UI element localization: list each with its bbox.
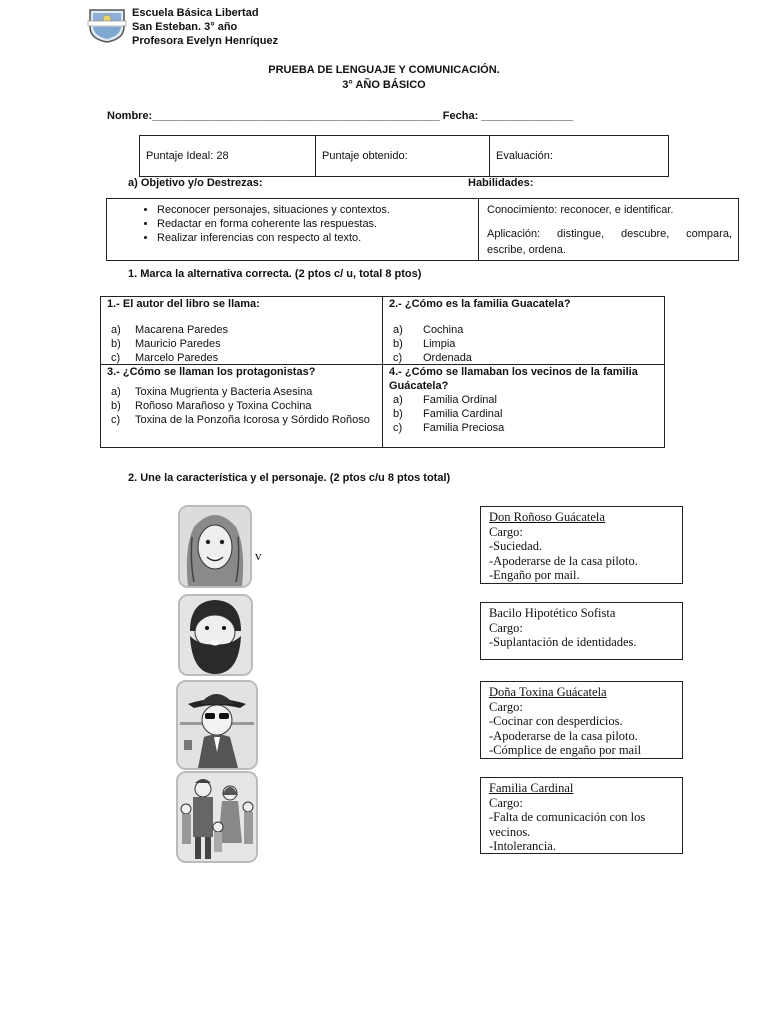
question-text: 3.- ¿Cómo se llaman los protagonistas? [107, 366, 316, 378]
objective-item: • Redactar en forma coherente las respuestas. [157, 217, 390, 231]
cargo-label: Cargo: [489, 795, 523, 810]
objective-item: • Reconocer personajes, situaciones y contextos. [157, 203, 390, 217]
school-info [132, 6, 278, 48]
score-obtained: Puntaje obtenido: [316, 136, 490, 176]
option[interactable]: c) Marcelo Paredes [111, 352, 219, 364]
cargo-line: -Cocinar con desperdicios. [489, 714, 623, 728]
option[interactable]: a) Toxina Mugrienta y Bacteria Asesina [111, 386, 313, 398]
option[interactable]: a) Cochina [393, 324, 464, 336]
school-crest-icon [87, 7, 127, 43]
character-card-1[interactable] [480, 506, 683, 584]
cargo-line: -Falta de comunicación con los vecinos. [489, 810, 646, 839]
cargo-label: Cargo: [489, 699, 523, 714]
portrait-bearded-man[interactable] [178, 594, 253, 676]
cargo-line: -Suciedad. [489, 539, 543, 553]
option[interactable]: c) Ordenada [393, 352, 472, 364]
portrait-woman[interactable] [178, 505, 252, 588]
question-text: 1.- El autor del libro se llama: [107, 298, 260, 310]
cargo-line: -Suplantación de identidades. [489, 635, 637, 649]
objectives-divider [478, 199, 479, 260]
cargo-line: -Apoderarse de la casa piloto. [489, 728, 638, 743]
woman-portrait-icon [180, 507, 250, 586]
option[interactable]: b) Familia Cardinal [393, 408, 503, 420]
grid-divider [382, 297, 383, 447]
question-2 [389, 297, 659, 365]
question-1 [107, 297, 377, 365]
family-portrait-icon [178, 773, 256, 861]
questions-grid [100, 296, 665, 448]
portrait-family[interactable] [176, 771, 258, 863]
stray-mark: v [255, 548, 262, 563]
section-1-heading: 1. Marca la alternativa correcta. (2 ptos c/ u, total 8 ptos) [128, 268, 422, 280]
question-text: 2.- ¿Cómo es la familia Guacatela? [389, 298, 571, 310]
option[interactable]: a) Macarena Paredes [111, 324, 228, 336]
character-name: Familia Cardinal [489, 781, 574, 795]
option[interactable]: b) Roñoso Marañoso y Toxina Cochina [111, 400, 312, 412]
teacher-name: Profesora Evelyn Henríquez [132, 35, 279, 47]
option[interactable]: a) Familia Ordinal [393, 394, 497, 406]
character-card-3[interactable] [480, 681, 683, 759]
character-card-2[interactable] [480, 602, 683, 660]
option[interactable]: b) Limpia [393, 338, 456, 350]
character-name: Doña Toxina Guácatela [489, 685, 607, 699]
objectives-heading: a) Objetivo y/o Destrezas: [128, 177, 263, 189]
cargo-label: Cargo: [489, 620, 523, 635]
cargo-label: Cargo: [489, 524, 523, 539]
knowledge-text: Conocimiento: reconocer, e identificar. [487, 204, 674, 216]
cargo-line: -Engaño por mail. [489, 568, 580, 582]
question-3 [107, 365, 377, 427]
score-ideal: Puntaje Ideal: 28 [140, 136, 316, 176]
school-name: Escuela Básica Libertad [132, 7, 259, 19]
character-name: Don Roñoso Guácatela [489, 510, 605, 524]
score-evaluation: Evaluación: [496, 150, 553, 162]
objectives-box [106, 198, 739, 261]
objectives-list [137, 203, 390, 245]
man-with-hat-portrait-icon [178, 682, 256, 768]
cargo-line: -Cómplice de engaño por mail [489, 743, 642, 757]
objective-item: • Realizar inferencias con respecto al texto. [157, 231, 390, 245]
skills-heading: Habilidades: [468, 177, 534, 189]
school-location: San Esteban. 3° año [132, 21, 238, 33]
question-4 [389, 365, 651, 435]
title-line-1: PRUEBA DE LENGUAJE Y COMUNICACIÓN. [268, 64, 500, 76]
option[interactable]: c) Familia Preciosa [393, 422, 505, 434]
character-name: Bacilo Hipotético Sofista [489, 606, 616, 620]
option[interactable]: b) Mauricio Paredes [111, 338, 221, 350]
cargo-line: -Intolerancia. [489, 839, 556, 853]
name-date-line: Nombre:_______________________________________________ Fecha: _______________ [107, 110, 574, 122]
cargo-line: -Apoderarse de la casa piloto. [489, 553, 638, 568]
title-line-2: 3° AÑO BÁSICO [342, 79, 426, 91]
skills-text [487, 203, 732, 258]
score-box [139, 135, 669, 177]
portrait-man-with-hat[interactable] [176, 680, 258, 770]
bearded-man-portrait-icon [180, 596, 251, 674]
section-2-heading: 2. Une la característica y el personaje. (2 ptos c/u 8 ptos total) [128, 472, 451, 484]
question-text: 4.- ¿Cómo se llamaban los vecinos de la familia Guácatela? [389, 366, 638, 392]
test-title [0, 63, 768, 93]
character-card-4[interactable] [480, 777, 683, 854]
option[interactable]: c) Toxina de la Ponzoña Icorosa y Sórdido Roñoso [111, 414, 370, 426]
application-text: Aplicación: distingue, descubre, compara, escribe, ordena. [487, 228, 732, 256]
